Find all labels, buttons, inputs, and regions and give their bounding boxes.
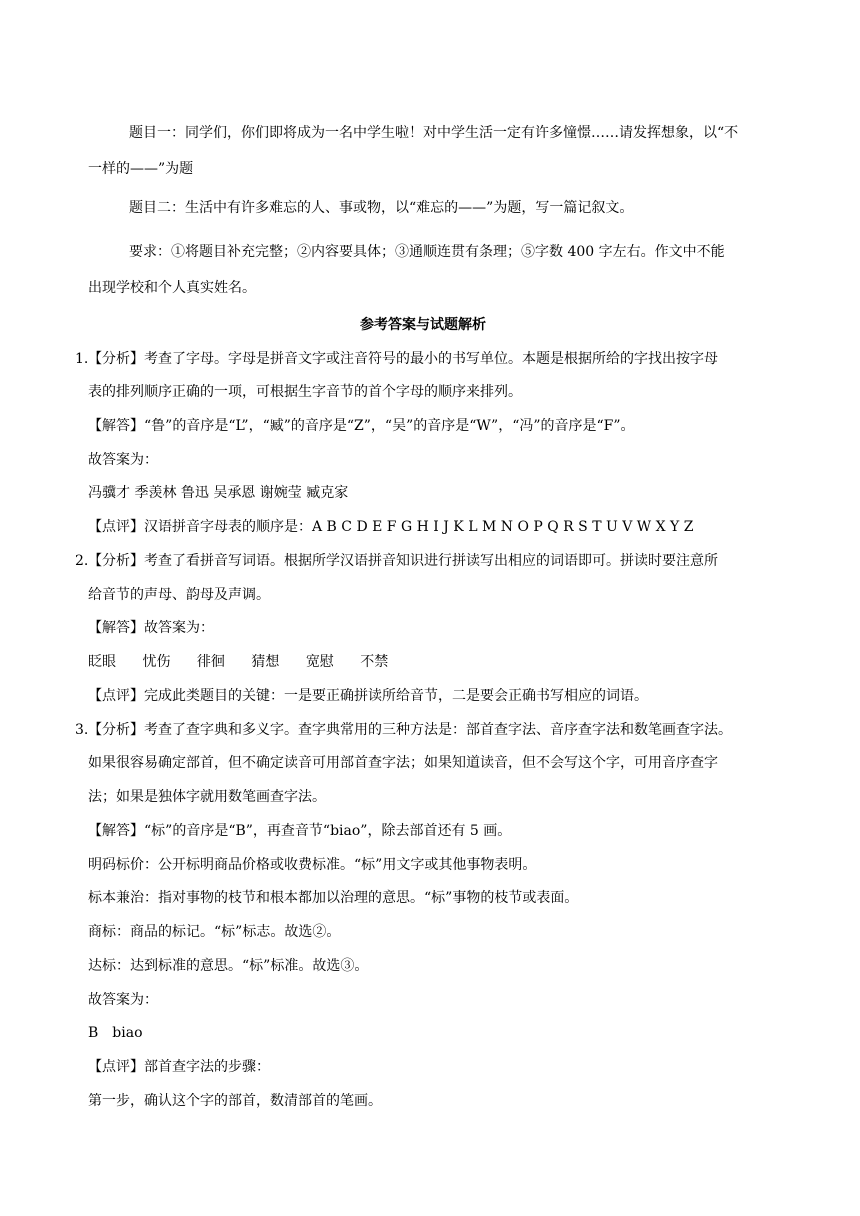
q2-analysis-line2: 给音节的声母、韵母及声调。 — [88, 587, 270, 603]
essay-requirement-line1: 要求：①将题目补充完整；②内容要具体；③通顺连贯有条理；⑤字数 400 字左右。作文中不能 — [129, 244, 725, 260]
q3-analysis-line1: 【分析】考查了查字典和多义字。查字典常用的三种方法是：部首查字法、音序查字法和数笔画查字法。 — [88, 722, 732, 738]
q1-names: 冯骥才 季羡林 鲁迅 吴承恩 谢婉莹 臧克家 — [88, 485, 349, 501]
q2-answer: 【解答】故答案为： — [88, 620, 214, 636]
q3-analysis-line3: 法；如果是独体字就用数笔画查字法。 — [88, 789, 326, 805]
essay-topic2: 题目二：生活中有许多难忘的人、事或物，以“难忘的——”为题，写一篇记叙文。 — [129, 200, 634, 216]
q2-analysis-line1: 【分析】考查了看拼音写词语。根据所学汉语拼音知识进行拼读写出相应的词语即可。拼读时要注意所 — [88, 553, 718, 569]
q1-so-answer: 故答案为： — [88, 452, 158, 468]
q1-analysis-line1: 【分析】考查了字母。字母是拼音文字或注音符号的最小的书写单位。本题是根据所给的字找出按字母 — [88, 351, 718, 367]
q2-word: 不禁 — [360, 654, 389, 670]
essay-topic1-line1: 题目一：同学们，你们即将成为一名中学生啦！对中学生活一定有许多憧憬……请发挥想象，以“不 — [129, 125, 739, 141]
q2-word: 宽慰 — [305, 654, 334, 670]
q2-word: 眨眼 — [88, 654, 116, 670]
q1-comment: 【点评】汉语拼音字母表的顺序是：A B C D E F G H I J K L M N O P Q R S T U V W X Y Z — [88, 519, 694, 535]
q3-final-syllable: biao — [112, 1025, 143, 1041]
q1-analysis-line2: 表的排列顺序正确的一项，可根据生字音节的首个字母的顺序来排列。 — [88, 384, 522, 400]
q2-words — [88, 652, 388, 672]
q3-final-answer — [88, 1023, 143, 1043]
q3-step1: 第一步，确认这个字的部首，数清部首的笔画。 — [88, 1093, 382, 1109]
essay-topic1-line2: 一样的——”为题 — [88, 161, 194, 177]
q2-word: 徘徊 — [196, 654, 225, 670]
q2-word: 猜想 — [251, 654, 280, 670]
q3-comment: 【点评】部首查字法的步骤： — [88, 1059, 270, 1075]
q3-line-c: 商标：商品的标记。“标”标志。故选②。 — [88, 924, 341, 940]
q2-comment: 【点评】完成此类题目的关键：一是要正确拼读所给音节，二是要会正确书写相应的词语。 — [88, 688, 648, 704]
q2-word: 忧伤 — [142, 654, 171, 670]
answers-section-title: 参考答案与试题解析 — [360, 317, 486, 333]
q3-analysis-line2: 如果很容易确定部首，但不确定读音可用部首查字法；如果知道读音，但不会写这个字，可用音序查字 — [88, 755, 718, 771]
q3-line-d: 达标：达到标准的意思。“标”标准。故选③。 — [88, 958, 369, 974]
question-number: 2. — [75, 553, 89, 569]
q3-answer: 【解答】“标”的音序是“B”，再查音节“biao”，除去部首还有 5 画。 — [88, 823, 512, 839]
question-number: 3. — [75, 722, 89, 738]
question-number: 1. — [75, 351, 89, 367]
q3-final-letter: B — [88, 1025, 99, 1041]
q1-answer: 【解答】“鲁”的音序是“L”，“臧”的音序是“Z”，“吴”的音序是“W”，“冯”的音序是“F”。 — [88, 418, 635, 434]
q3-line-b: 标本兼治：指对事物的枝节和根本都加以治理的意思。“标”事物的枝节或表面。 — [88, 890, 579, 906]
essay-requirement-line2: 出现学校和个人真实姓名。 — [88, 280, 256, 296]
q3-line-a: 明码标价：公开标明商品价格或收费标准。“标”用文字或其他事物表明。 — [88, 857, 537, 873]
q3-so-answer: 故答案为： — [88, 992, 158, 1008]
